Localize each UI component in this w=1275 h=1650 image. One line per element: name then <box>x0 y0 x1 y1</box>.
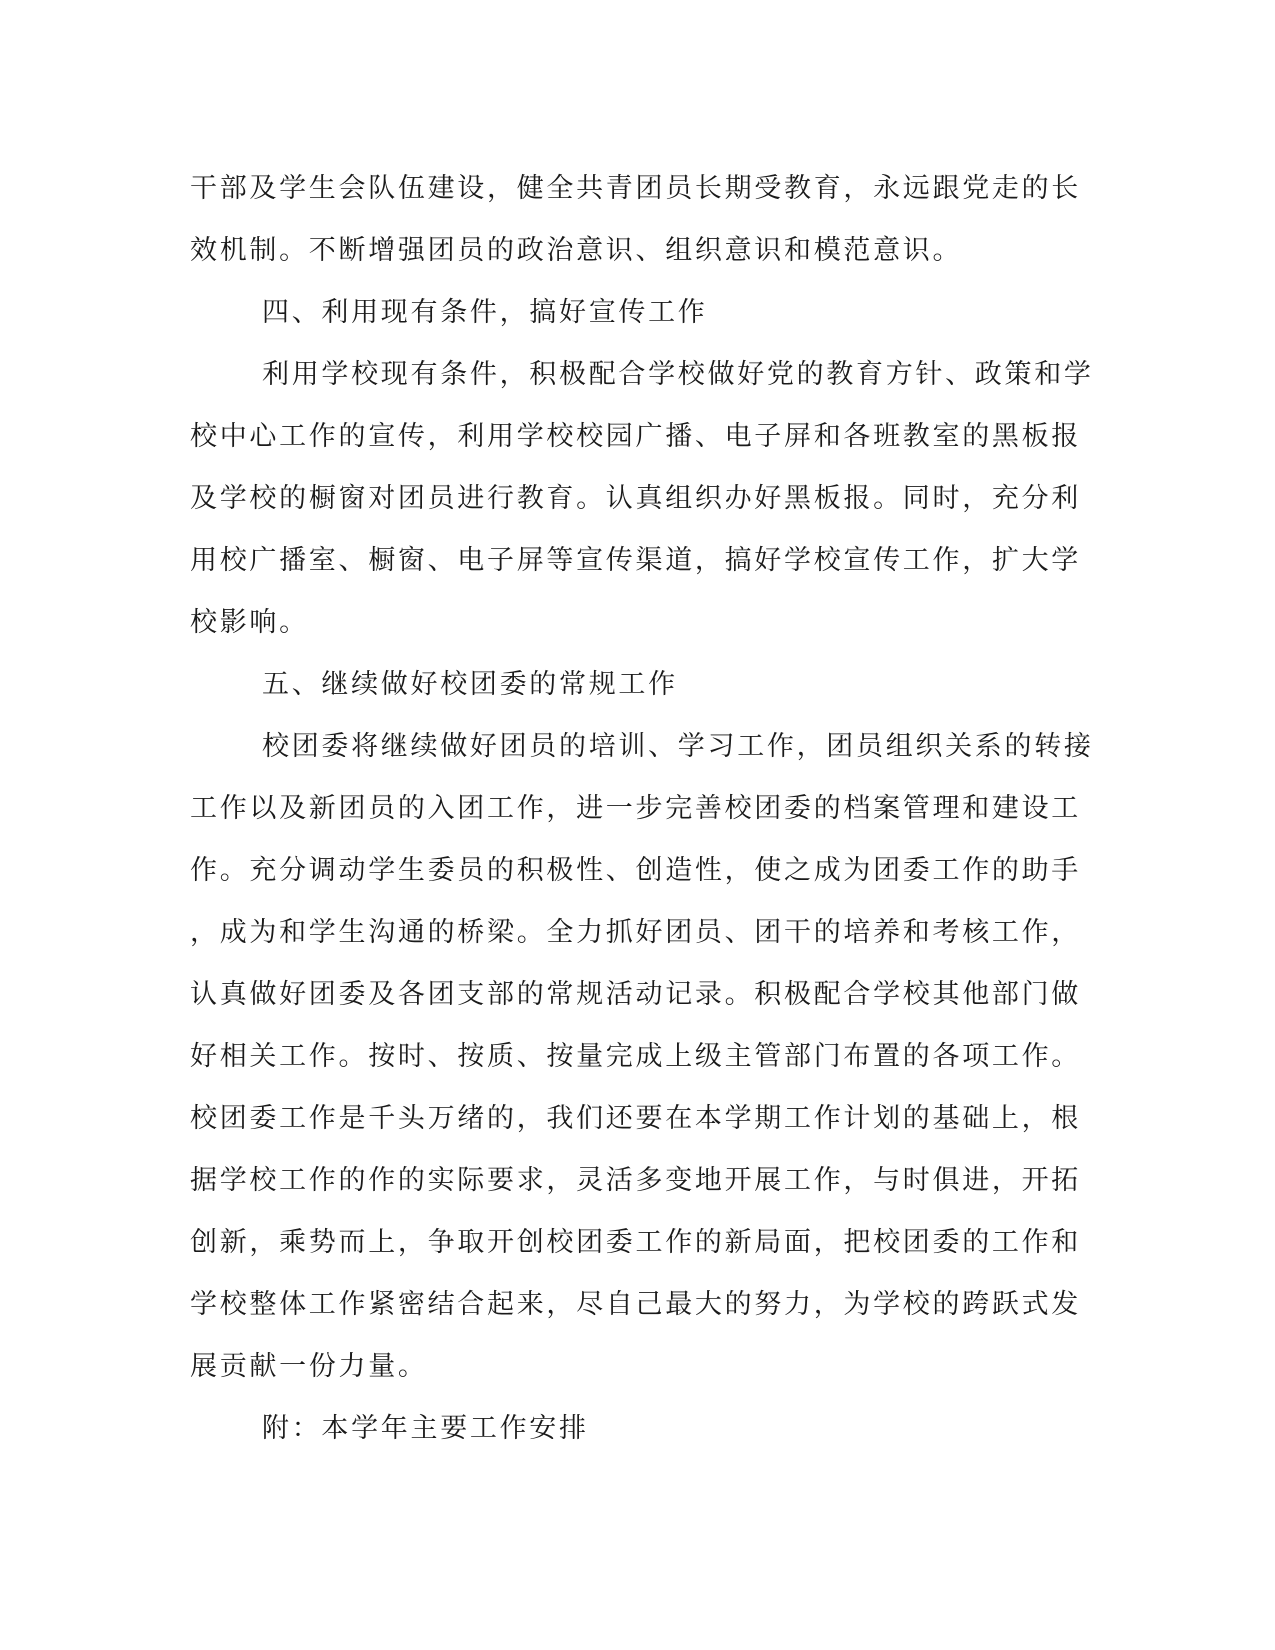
text-line: 创新，乘势而上，争取开创校团委工作的新局面，把校团委的工作和 <box>190 1227 1081 1258</box>
text-line: 利用学校现有条件，积极配合学校做好党的教育方针、政策和学 <box>262 359 1094 390</box>
text-line: 作。充分调动学生委员的积极性、创造性，使之成为团委工作的助手 <box>190 855 1081 886</box>
text-line: 及学校的橱窗对团员进行教育。认真组织办好黑板报。同时，充分利 <box>190 483 1081 514</box>
text-line: 效机制。不断增强团员的政治意识、组织意识和模范意识。 <box>190 235 963 266</box>
section-heading-5: 五、继续做好校团委的常规工作 <box>262 669 678 700</box>
text-line: ，成为和学生沟通的桥梁。全力抓好团员、团干的培养和考核工作， <box>190 917 1081 948</box>
text-line: 校中心工作的宣传，利用学校校园广播、电子屏和各班教室的黑板报 <box>190 421 1081 452</box>
text-line: 校团委工作是千头万绪的，我们还要在本学期工作计划的基础上，根 <box>190 1103 1081 1134</box>
text-line: 校影响。 <box>190 607 309 638</box>
section-heading-4: 四、利用现有条件，搞好宣传工作 <box>262 297 708 328</box>
text-line: 认真做好团委及各团支部的常规活动记录。积极配合学校其他部门做 <box>190 979 1081 1010</box>
text-line: 工作以及新团员的入团工作，进一步完善校团委的档案管理和建设工 <box>190 793 1081 824</box>
document-body <box>190 158 1094 1460</box>
text-line: 据学校工作的作的实际要求，灵活多变地开展工作，与时俱进，开拓 <box>190 1165 1081 1196</box>
text-line: 用校广播室、橱窗、电子屏等宣传渠道，搞好学校宣传工作，扩大学 <box>190 545 1081 576</box>
text-line: 干部及学生会队伍建设，健全共青团员长期受教育，永远跟党走的长 <box>190 173 1081 204</box>
text-line: 好相关工作。按时、按质、按量完成上级主管部门布置的各项工作。 <box>190 1041 1081 1072</box>
appendix-note: 附：本学年主要工作安排 <box>262 1413 589 1444</box>
text-line: 学校整体工作紧密结合起来，尽自己最大的努力，为学校的跨跃式发 <box>190 1289 1081 1320</box>
text-line: 展贡献一份力量。 <box>190 1351 428 1382</box>
text-line: 校团委将继续做好团员的培训、学习工作，团员组织关系的转接 <box>262 731 1094 762</box>
